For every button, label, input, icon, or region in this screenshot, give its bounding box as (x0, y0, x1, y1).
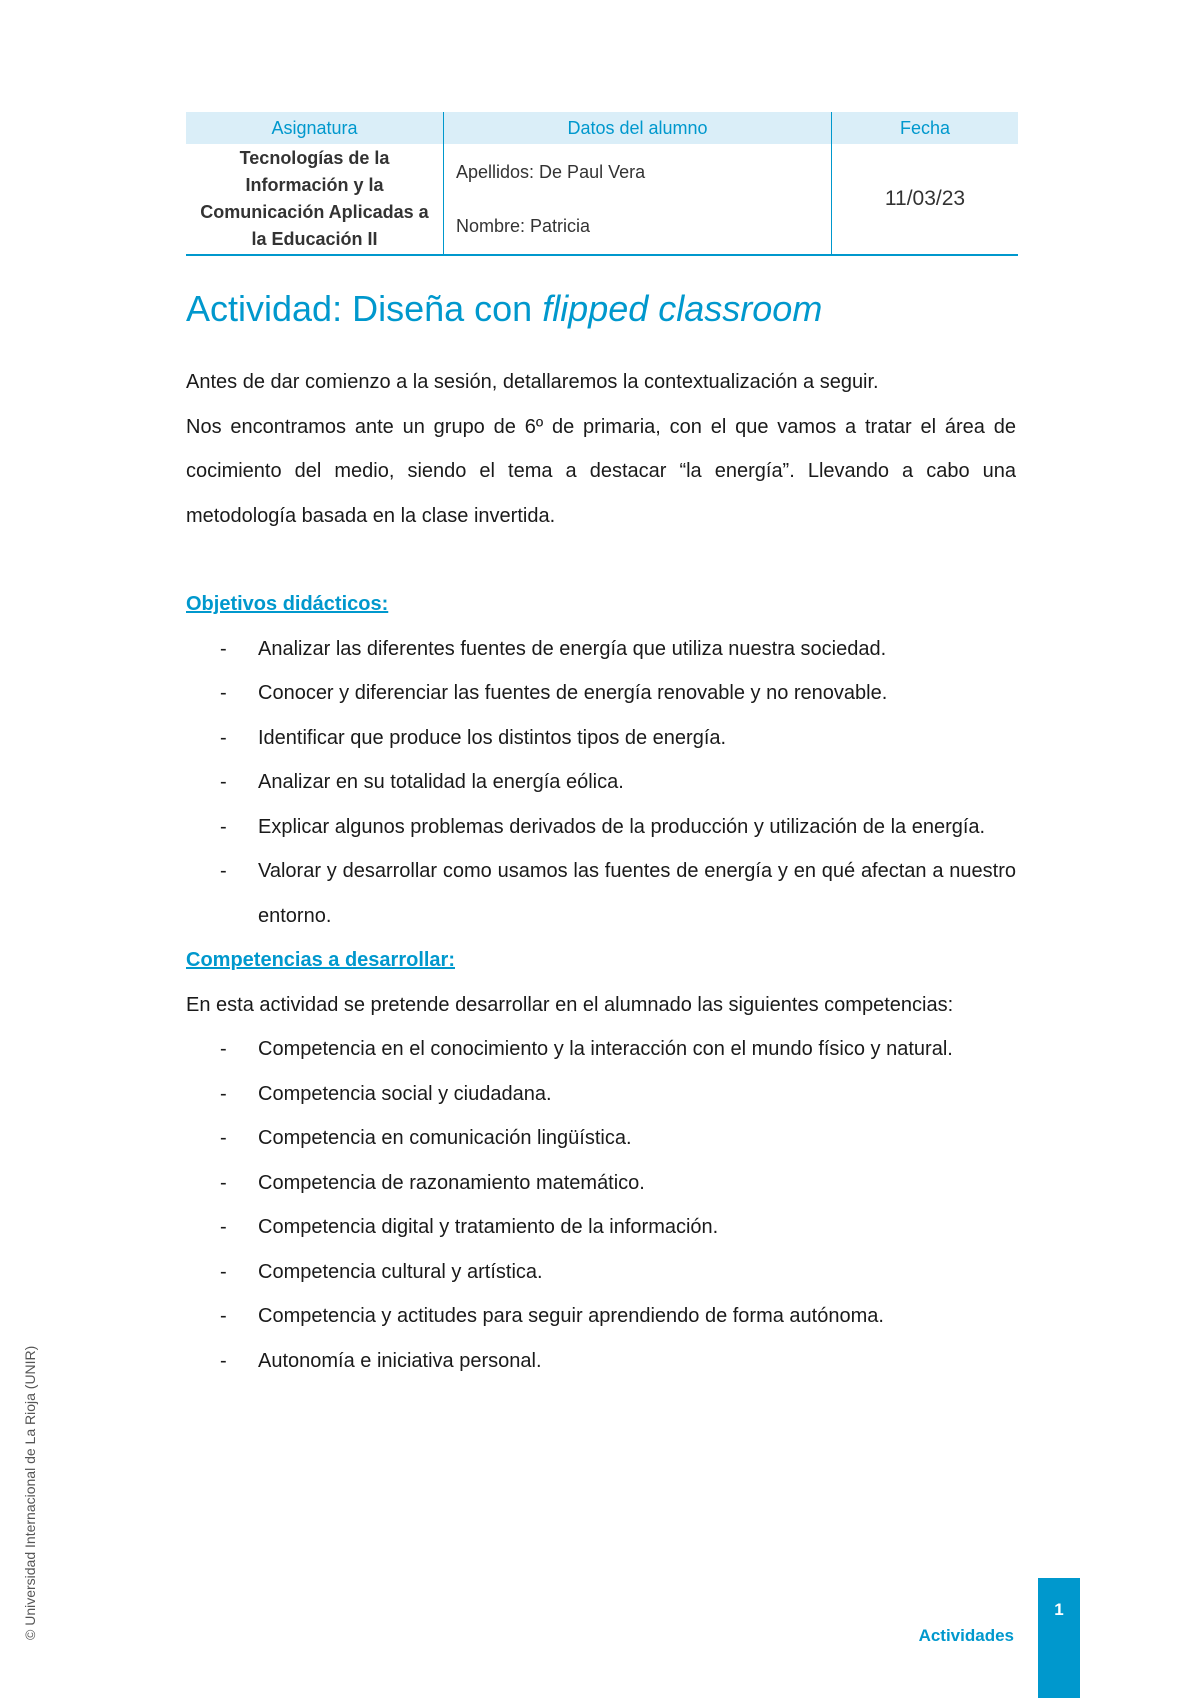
dash-marker: - (220, 682, 227, 704)
document-body (186, 360, 1016, 1383)
header-col-student: Datos del alumno (444, 112, 832, 144)
dash-marker: - (220, 771, 227, 793)
list-item: - Explicar algunos problemas derivados de la producción y utilización de la energía. (186, 805, 1016, 850)
competences-intro: En esta actividad se pretende desarrollar en el alumnado las siguientes competencias: (186, 993, 954, 1016)
list-item: - Competencia de razonamiento matemático. (186, 1161, 1016, 1206)
list-item: - Identificar que produce los distintos tipos de energía. (186, 716, 1016, 761)
date-cell: 11/03/23 (832, 144, 1019, 255)
objectives-list (186, 627, 1016, 939)
list-item: - Analizar en su totalidad la energía eólica. (186, 760, 1016, 805)
list-item: - Conocer y diferenciar las fuentes de energía renovable y no renovable. (186, 671, 1016, 716)
student-surname: Apellidos: De Paul Vera (456, 162, 646, 182)
student-name: Nombre: Patricia (456, 216, 591, 236)
dash-marker: - (220, 1216, 227, 1238)
dash-marker: - (220, 1127, 227, 1149)
header-col-subject: Asignatura (186, 112, 444, 144)
footer-section-label: Actividades (918, 1626, 1014, 1645)
page-number-badge: 1 (1038, 1578, 1080, 1698)
student-cell (444, 144, 832, 255)
list-item: - Analizar las diferentes fuentes de energía que utiliza nuestra sociedad. (186, 627, 1016, 672)
list-item: - Competencia en el conocimiento y la interacción con el mundo físico y natural. (186, 1027, 1016, 1072)
list-item: - Competencia cultural y artística. (186, 1250, 1016, 1295)
dash-marker: - (220, 1082, 227, 1105)
intro-paragraph-1: Antes de dar comienzo a la sesión, detallaremos la contextualización a seguir. (186, 371, 879, 393)
title-emphasis: flipped classroom (542, 288, 823, 329)
dash-marker: - (220, 1260, 227, 1283)
objectives-heading: Objetivos didácticos: (186, 593, 389, 615)
dash-marker: - (220, 726, 227, 749)
dash-marker: - (220, 860, 227, 882)
dash-marker: - (220, 815, 227, 838)
dash-marker: - (220, 1349, 227, 1372)
activity-title (186, 288, 822, 330)
competences-list (186, 1027, 1016, 1383)
dash-marker: - (220, 637, 227, 660)
list-item: - Valorar y desarrollar como usamos las fuentes de energía y en qué afectan a nuestro entorno. (186, 849, 1016, 938)
list-item: - Competencia social y ciudadana. (186, 1072, 1016, 1117)
dash-marker: - (220, 1305, 227, 1327)
subject-cell: Tecnologías de la Información y la Comunicación Aplicadas a la Educación II (200, 148, 429, 249)
list-item: - Competencia en comunicación lingüística. (186, 1116, 1016, 1161)
header-table (186, 112, 1018, 256)
list-item: - Competencia y actitudes para seguir aprendiendo de forma autónoma. (186, 1294, 1016, 1339)
dash-marker: - (220, 1171, 227, 1194)
dash-marker: - (220, 1038, 227, 1060)
competences-heading: Competencias a desarrollar: (186, 949, 455, 971)
title-prefix: Actividad: Diseña con (186, 288, 543, 329)
list-item: - Competencia digital y tratamiento de la información. (186, 1205, 1016, 1250)
header-col-date: Fecha (832, 112, 1019, 144)
intro-paragraph-2: Nos encontramos ante un grupo de 6º de primaria, con el que vamos a tratar el área de cocimiento del medio, siendo el tema a destacar “la energía”. Llevando a cabo una metodología basada en la clase invertida. (186, 415, 1016, 527)
list-item: - Autonomía e iniciativa personal. (186, 1339, 1016, 1384)
copyright-note: © Universidad Internacional de La Rioja (UNIR) (22, 1345, 38, 1640)
